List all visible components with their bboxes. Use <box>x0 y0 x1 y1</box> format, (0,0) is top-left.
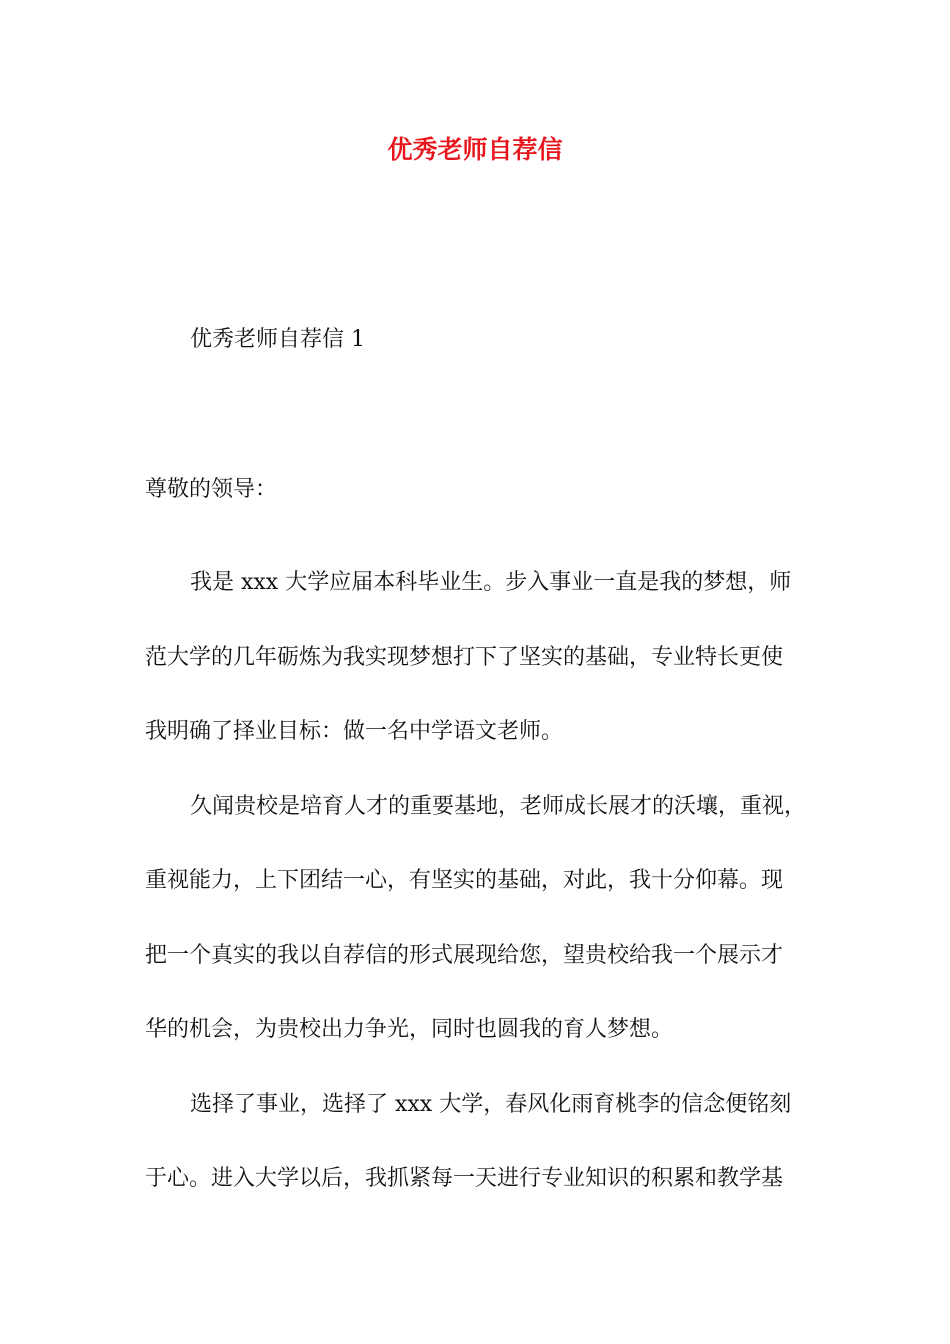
paragraph-3 <box>145 1068 820 1217</box>
text-line: 于心。进入大学以后，我抓紧每一天进行专业知识的积累和教学基 <box>145 1166 784 1191</box>
section-heading: 优秀老师自荐信 1 <box>190 327 365 352</box>
text-line: 我是 xxx 大学应届本科毕业生。步入事业一直是我的梦想，师 <box>190 570 792 595</box>
salutation: 尊敬的领导： <box>145 477 278 502</box>
text-line: 范大学的几年砺炼为我实现梦想打下了坚实的基础，专业特长更使 <box>145 644 784 670</box>
text-line: 我明确了择业目标：做一名中学语文老师。 <box>145 719 564 744</box>
text-line: 华的机会，为贵校出力争光，同时也圆我的育人梦想。 <box>145 1017 674 1042</box>
text-line: 把一个真实的我以自荐信的形式展现给您，望贵校给我一个展示才 <box>145 942 784 968</box>
text-line: 久闻贵校是培育人才的重要基地，老师成长展才的沃壤，重视， <box>190 793 807 819</box>
text-line: 选择了事业，选择了 xxx 大学，春风化雨育桃李的信念便铭刻 <box>190 1091 792 1117</box>
text-line: 重视能力，上下团结一心，有坚实的基础，对此，我十分仰幕。现 <box>145 868 784 893</box>
document-title: 优秀老师自荐信 <box>387 135 563 164</box>
letter-body <box>145 546 820 1217</box>
paragraph-2 <box>145 770 820 1068</box>
paragraph-1 <box>145 546 820 770</box>
